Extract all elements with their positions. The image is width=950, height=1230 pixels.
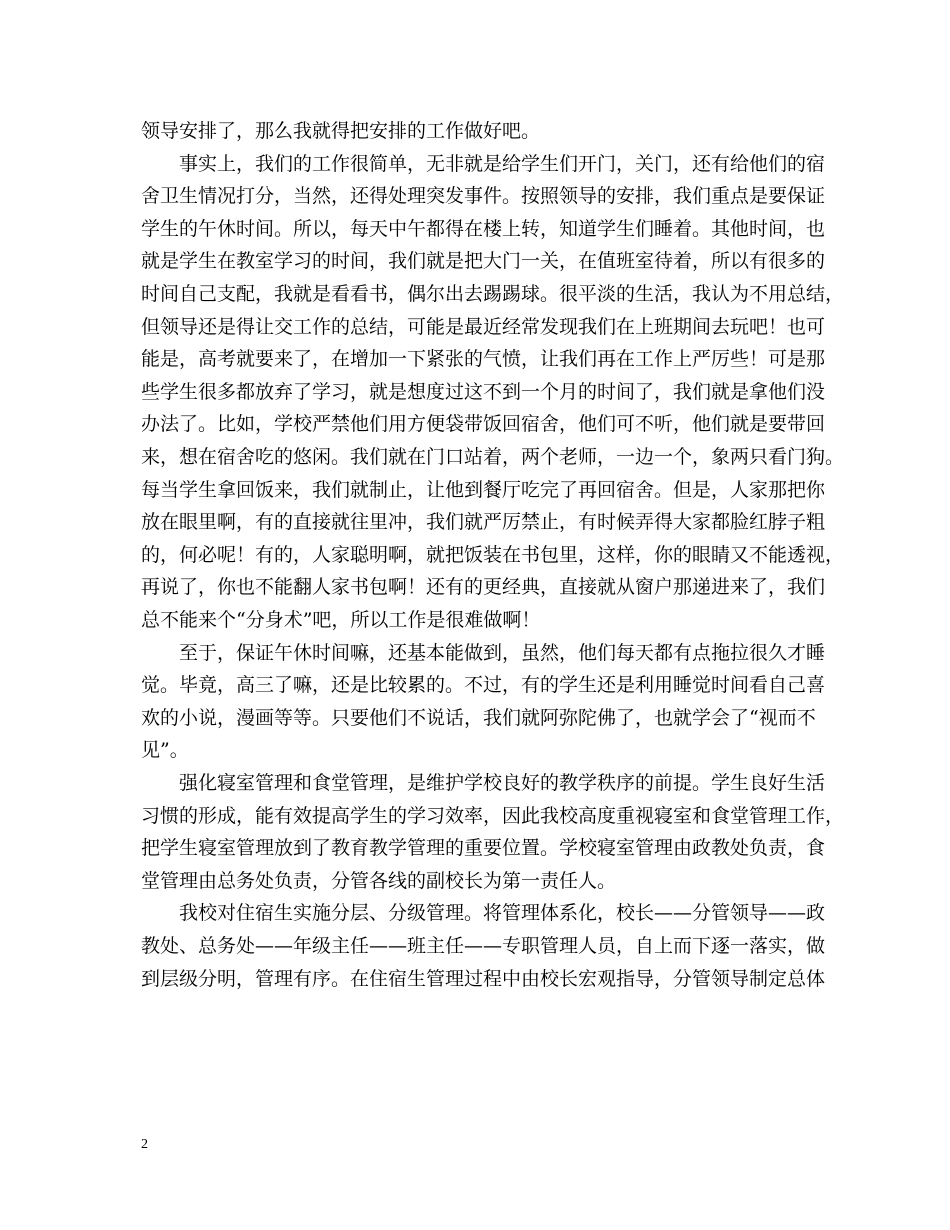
- text-line: 的，何必呢！有的，人家聪明啊，就把饭装在书包里，这样，你的眼睛又不能透视，: [141, 543, 845, 566]
- text-line: 教处、总务处——年级主任——班主任——专职管理人员，自上而下逐一落实，做: [141, 935, 826, 957]
- text-line: 强化寝室管理和食堂管理，是维护学校良好的教学秩序的前提。学生良好生活: [141, 772, 826, 794]
- text-line: 欢的小说，漫画等等。只要他们不说话，我们就阿弥陀佛了，也就学会了“视而不: [141, 706, 816, 729]
- text-line: 领导安排了，那么我就得把安排的工作做好吧。: [141, 120, 541, 142]
- text-line: 舍卫生情况打分，当然，还得处理突发事件。按照领导的安排，我们重点是要保证: [141, 185, 826, 208]
- text-line: 总不能来个“分身术”吧，所以工作是很难做啊！: [141, 609, 541, 631]
- text-line: 堂管理由总务处负责，分管各线的副校长为第一责任人。: [141, 869, 617, 892]
- text-line: 学生的午休时间。所以，每天中午都得在楼上转，知道学生们睡着。其他时间，也: [141, 217, 826, 240]
- text-line: 再说了，你也不能翻人家书包啊！还有的更经典，直接就从窗户那递进来了，我们: [141, 576, 826, 599]
- text-line: 时间自己支配，我就是看看书，偶尔出去踢踢球。很平淡的生活，我认为不用总结，: [141, 283, 845, 305]
- text-line: 习惯的形成，能有效提高学生的学习效率，因此我校高度重视寝室和食堂管理工作，: [141, 804, 845, 827]
- text-line: 到层级分明，管理有序。在住宿生管理过程中由校长宏观指导，分管领导制定总体: [141, 967, 826, 990]
- text-line: 就是学生在教室学习的时间，我们就是把大门一关，在值班室待着，所以有很多的: [141, 250, 826, 273]
- text-line: 来，想在宿舍吃的悠闲。我们就在门口站着，两个老师，一边一个，象两只看门狗。: [141, 446, 845, 468]
- text-line: 至于，保证午休时间嘛，还基本能做到，虽然，他们每天都有点拖拉很久才睡: [141, 641, 826, 664]
- text-line: 觉。毕竟，高三了嘛，还是比较累的。不过，有的学生还是利用睡觉时间看自己喜: [141, 674, 826, 697]
- page-number: 2: [141, 1137, 148, 1152]
- text-line: 我校对住宿生实施分层、分级管理。将管理体系化，校长——分管领导——政: [141, 902, 826, 925]
- text-line: 见”。: [141, 739, 189, 762]
- text-line: 事实上，我们的工作很简单，无非就是给学生们开门，关门，还有给他们的宿: [141, 152, 826, 175]
- text-line: 能是，高考就要来了，在增加一下紧张的气愤，让我们再在工作上严厉些！可是那: [141, 348, 826, 371]
- text-line: 但领导还是得让交工作的总结，可能是最近经常发现我们在上班期间去玩吧！也可: [141, 315, 826, 338]
- text-line: 每当学生拿回饭来，我们就制止，让他到餐厅吃完了再回宿舍。但是，人家那把你: [141, 478, 826, 501]
- text-line: 放在眼里啊，有的直接就往里冲，我们就严厉禁止，有时候弄得大家都脸红脖子粗: [141, 511, 826, 534]
- text-line: 些学生很多都放弃了学习，就是想度过这不到一个月的时间了，我们就是拿他们没: [141, 380, 826, 403]
- text-line: 办法了。比如，学校严禁他们用方便袋带饭回宿舍，他们可不听，他们就是要带回: [141, 413, 826, 436]
- text-line: 把学生寝室管理放到了教育教学管理的重要位置。学校寝室管理由政教处负责，食: [141, 837, 826, 860]
